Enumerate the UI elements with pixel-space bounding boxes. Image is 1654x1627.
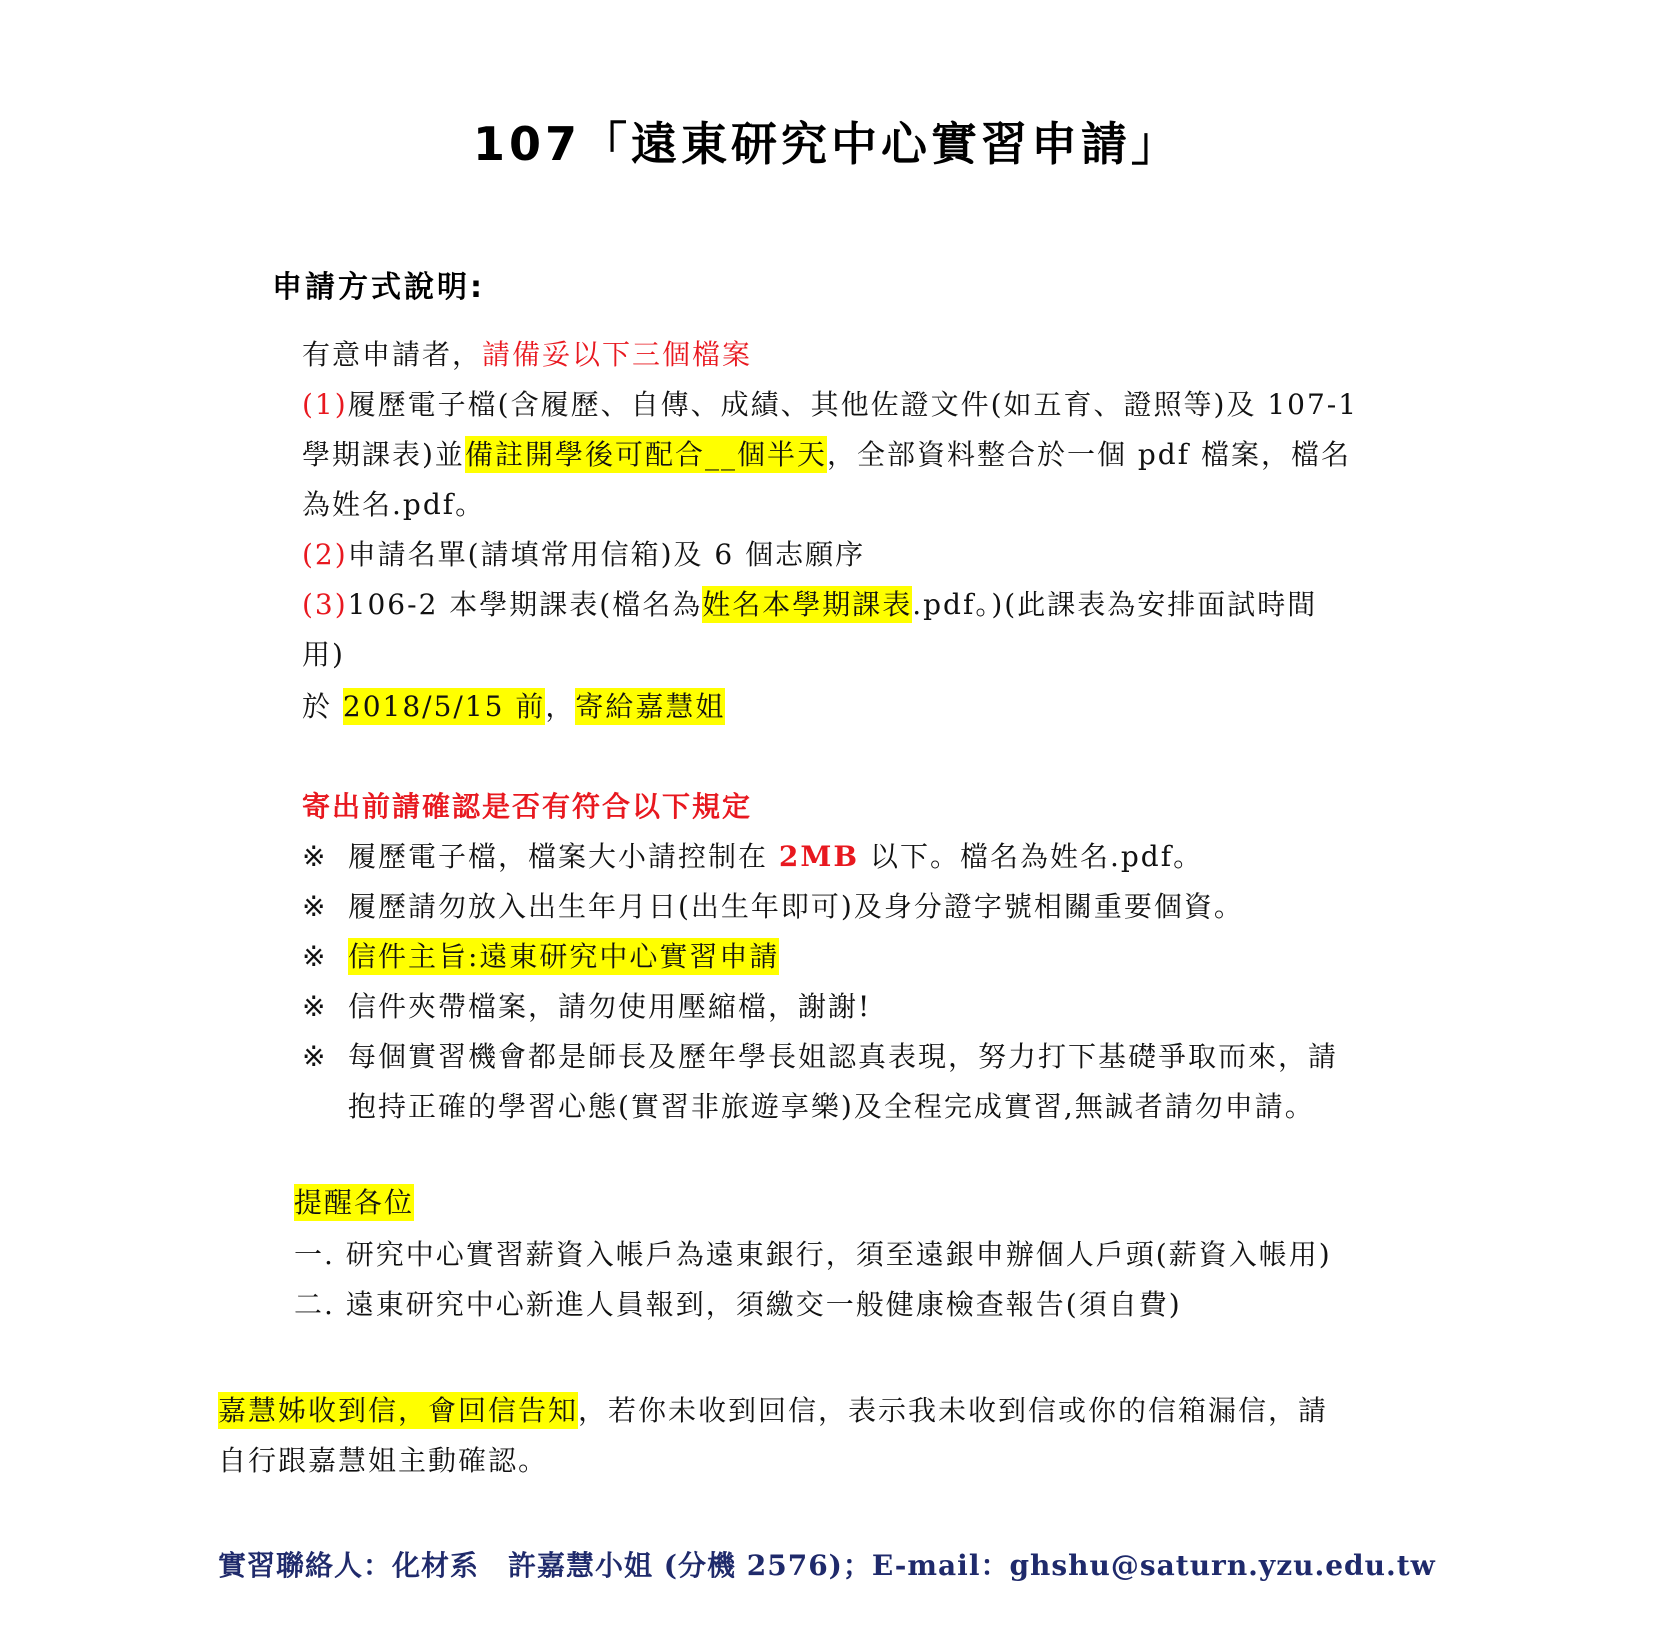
item1-highlight-half-days: 備註開學後可配合__個半天 (464, 438, 827, 471)
rule-4-text: 信件夾帶檔案，請勿使用壓縮檔，謝謝! (348, 990, 872, 1023)
rule-1 (302, 838, 1203, 876)
item2-line (302, 536, 865, 574)
rule-5-line1 (302, 1038, 1338, 1076)
reference-mark-icon: ※ (302, 940, 328, 973)
item3-suffix: .pdf。)(此課表為安排面試時間 (912, 588, 1318, 621)
intro-line (302, 336, 752, 374)
intro-prefix: 有意申請者， (302, 338, 483, 371)
rule-5-text-line2: 抱持正確的學習心態(實習非旅遊享樂)及全程完成實習,無誠者請勿申請。 (348, 1090, 1315, 1123)
item3-highlight-filename: 姓名本學期課表 (702, 588, 913, 621)
reference-mark-icon: ※ (302, 890, 328, 923)
closing-highlight: 嘉慧姊收到信，會回信告知 (218, 1394, 579, 1427)
deadline-prefix: 於 (302, 690, 343, 723)
item1-number: (1) (302, 388, 348, 421)
rule-5-line2 (302, 1088, 1315, 1126)
closing-line2: 自行跟嘉慧姐主動確認。 (218, 1444, 549, 1477)
item3-line1 (302, 586, 1317, 624)
reminder-item-2: 二. 遠東研究中心新進人員報到，須繳交一般健康檢查報告(須自費) (294, 1288, 1182, 1321)
rule-3 (302, 938, 779, 976)
reference-mark-icon: ※ (302, 840, 328, 873)
deadline-comma: ， (545, 690, 576, 723)
reminder-heading-text: 提醒各位 (294, 1186, 415, 1219)
closing-line1-suffix: ，若你未收到回信，表示我未收到信或你的信箱漏信，請 (578, 1394, 1329, 1427)
rule-2 (302, 888, 1244, 926)
intro-required-files: 請備妥以下三個檔案 (482, 338, 753, 371)
rules-heading: 寄出前請確認是否有符合以下規定 (302, 790, 753, 823)
item2-number: (2) (302, 538, 348, 571)
reminder-item-1: 一. 研究中心實習薪資入帳戶為遠東銀行，須至遠銀申辦個人戶頭(薪資入帳用) (294, 1238, 1332, 1271)
item1-text-line1: 履歷電子檔(含履歷、自傳、成績、其他佐證文件(如五育、證照等)及 107-1 (347, 388, 1359, 421)
deadline-line (302, 688, 725, 726)
item3-prefix: 106-2 本學期課表(檔名為 (347, 588, 703, 621)
rule-1-size-limit: 2MB (778, 840, 860, 873)
deadline-date: 2018/5/15 前 (342, 690, 546, 723)
closing-line1 (218, 1392, 1328, 1430)
item1-line2 (302, 436, 1351, 474)
item3-number: (3) (302, 588, 348, 621)
item1-line3: 為姓名.pdf。 (302, 488, 486, 521)
reference-mark-icon: ※ (302, 990, 328, 1023)
item2-text: 申請名單(請填常用信箱)及 6 個志願序 (347, 538, 866, 571)
reminder-heading (294, 1184, 414, 1222)
page-title: 107「遠東研究中心實習申請」 (472, 117, 1182, 171)
item1-line2-prefix: 學期課表)並 (302, 438, 465, 471)
item3-line2: 用) (302, 638, 345, 671)
rule-3-email-subject: 信件主旨:遠東研究中心實習申請 (348, 940, 780, 973)
rule-1-prefix: 履歷電子檔，檔案大小請控制在 (348, 840, 779, 873)
contact-info: 實習聯絡人：化材系 許嘉慧小姐 (分機 2576)；E-mail：ghshu@saturn.yzu.edu.tw (218, 1549, 1436, 1582)
item1-line1 (302, 386, 1358, 424)
deadline-send-to: 寄給嘉慧姐 (575, 690, 726, 723)
application-method-heading: 申請方式說明: (272, 270, 485, 305)
rule-5-text-line1: 每個實習機會都是師長及歷年學長姐認真表現，努力打下基礎爭取而來，請 (348, 1040, 1339, 1073)
rule-1-suffix: 以下。檔名為姓名.pdf。 (859, 840, 1204, 873)
item1-line2-suffix: ，全部資料整合於一個 pdf 檔案，檔名 (826, 438, 1351, 471)
rule-4 (302, 988, 871, 1026)
rule-2-text: 履歷請勿放入出生年月日(出生年即可)及身分證字號相關重要個資。 (348, 890, 1244, 923)
reference-mark-icon: ※ (302, 1040, 328, 1073)
